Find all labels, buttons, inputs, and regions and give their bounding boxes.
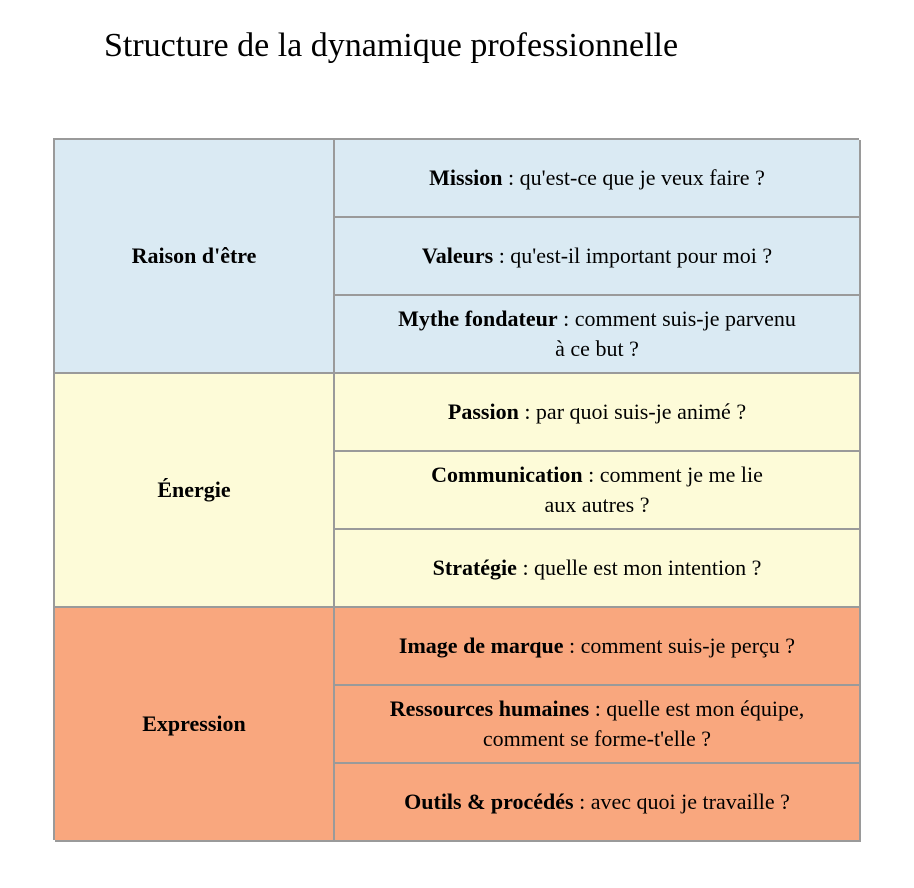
group-label-raison-d-etre: Raison d'être [55, 140, 335, 374]
item-question: : quelle est mon intention ? [516, 555, 762, 580]
item-question: : comment je me lie [582, 462, 763, 487]
item-strategie [335, 530, 861, 608]
item-name: Ressources humaines [389, 696, 590, 721]
item-question: : avec quoi je travaille ? [573, 789, 790, 814]
item-text [429, 163, 765, 193]
item-text [404, 787, 790, 817]
item-question-continued: à ce but ? [555, 336, 639, 361]
item-question-continued: aux autres ? [544, 492, 650, 517]
item-valeurs [335, 218, 861, 296]
item-question: : qu'est-ce que je veux faire ? [502, 165, 765, 190]
item-text [390, 694, 805, 754]
page-title: Structure de la dynamique professionnelle [104, 27, 679, 64]
item-name: Passion [447, 399, 519, 424]
group-label-energie: Énergie [55, 374, 335, 608]
item-question-continued: comment se forme-t'elle ? [482, 726, 712, 751]
item-name: Image de marque [398, 633, 564, 658]
item-question: : par quoi suis-je animé ? [518, 399, 747, 424]
item-passion [335, 374, 861, 452]
item-ressources-humaines [335, 686, 861, 764]
group-label-expression: Expression [55, 608, 335, 842]
item-text [448, 397, 746, 427]
item-text [398, 304, 796, 364]
item-text [399, 631, 795, 661]
item-text [422, 241, 772, 271]
item-text [433, 553, 762, 583]
item-mythe-fondateur [335, 296, 861, 374]
item-communication [335, 452, 861, 530]
item-question: : comment suis-je perçu ? [563, 633, 796, 658]
item-name: Communication [431, 462, 583, 487]
item-name: Valeurs [421, 243, 494, 268]
item-mission [335, 140, 861, 218]
item-question: : qu'est-il important pour moi ? [493, 243, 773, 268]
item-name: Mission [429, 165, 503, 190]
item-outils-et-procedes [335, 764, 861, 842]
item-image-de-marque [335, 608, 861, 686]
item-question: : quelle est mon équipe, [589, 696, 805, 721]
item-text [431, 460, 763, 520]
structure-table [53, 138, 859, 840]
item-question: : comment suis-je parvenu [557, 306, 796, 331]
item-name: Outils & procédés [404, 789, 574, 814]
item-name: Stratégie [432, 555, 517, 580]
item-name: Mythe fondateur [398, 306, 558, 331]
